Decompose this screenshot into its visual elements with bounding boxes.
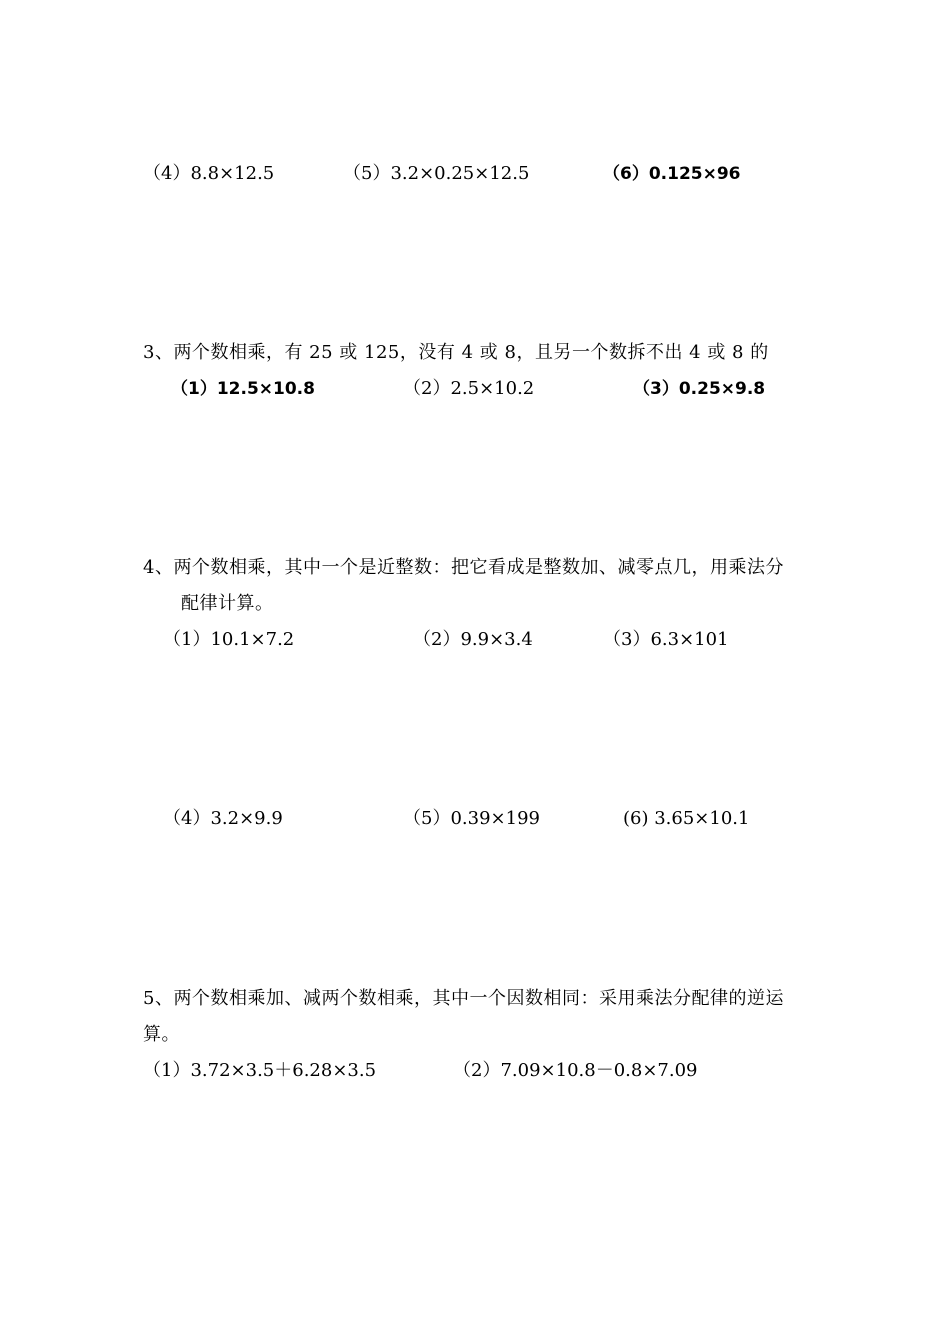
problem-6-a: （6）0.125×96 (603, 164, 741, 184)
problem-6-s4: (6) 3.65×10.1 (623, 808, 750, 829)
problem-1-s3: （1）12.5×10.8 (171, 379, 315, 399)
problem-3-s4: （3）6.3×101 (603, 629, 729, 650)
section-4-heading-line1: 4、两个数相乘，其中一个是近整数：把它看成是整数加、减零点几，用乘法分 (143, 557, 784, 578)
problem-5-a: （5）3.2×0.25×12.5 (343, 163, 530, 184)
section-5-heading-line1: 5、两个数相乘加、减两个数相乘，其中一个因数相同：采用乘法分配律的逆运 (143, 988, 784, 1009)
problem-3-s3: （3）0.25×9.8 (633, 379, 766, 399)
problem-4-s4: （4）3.2×9.9 (163, 808, 283, 829)
problem-1-s5: （1）3.72×3.5＋6.28×3.5 (143, 1060, 377, 1081)
problem-5-s4: （5）0.39×199 (403, 808, 540, 829)
problem-2-s3: （2）2.5×10.2 (403, 378, 535, 399)
problem-4-a: （4）8.8×12.5 (143, 163, 275, 184)
section-4-heading-line2: 配律计算。 (181, 593, 274, 614)
section-5-heading-line2: 算。 (143, 1024, 180, 1045)
section-3-heading: 3、两个数相乘，有 25 或 125，没有 4 或 8，且另一个数拆不出 4 或 8 的 (143, 342, 769, 363)
problem-2-s5: （2）7.09×10.8－0.8×7.09 (453, 1060, 698, 1081)
problem-2-s4: （2）9.9×3.4 (413, 629, 533, 650)
problem-1-s4: （1）10.1×7.2 (163, 629, 295, 650)
